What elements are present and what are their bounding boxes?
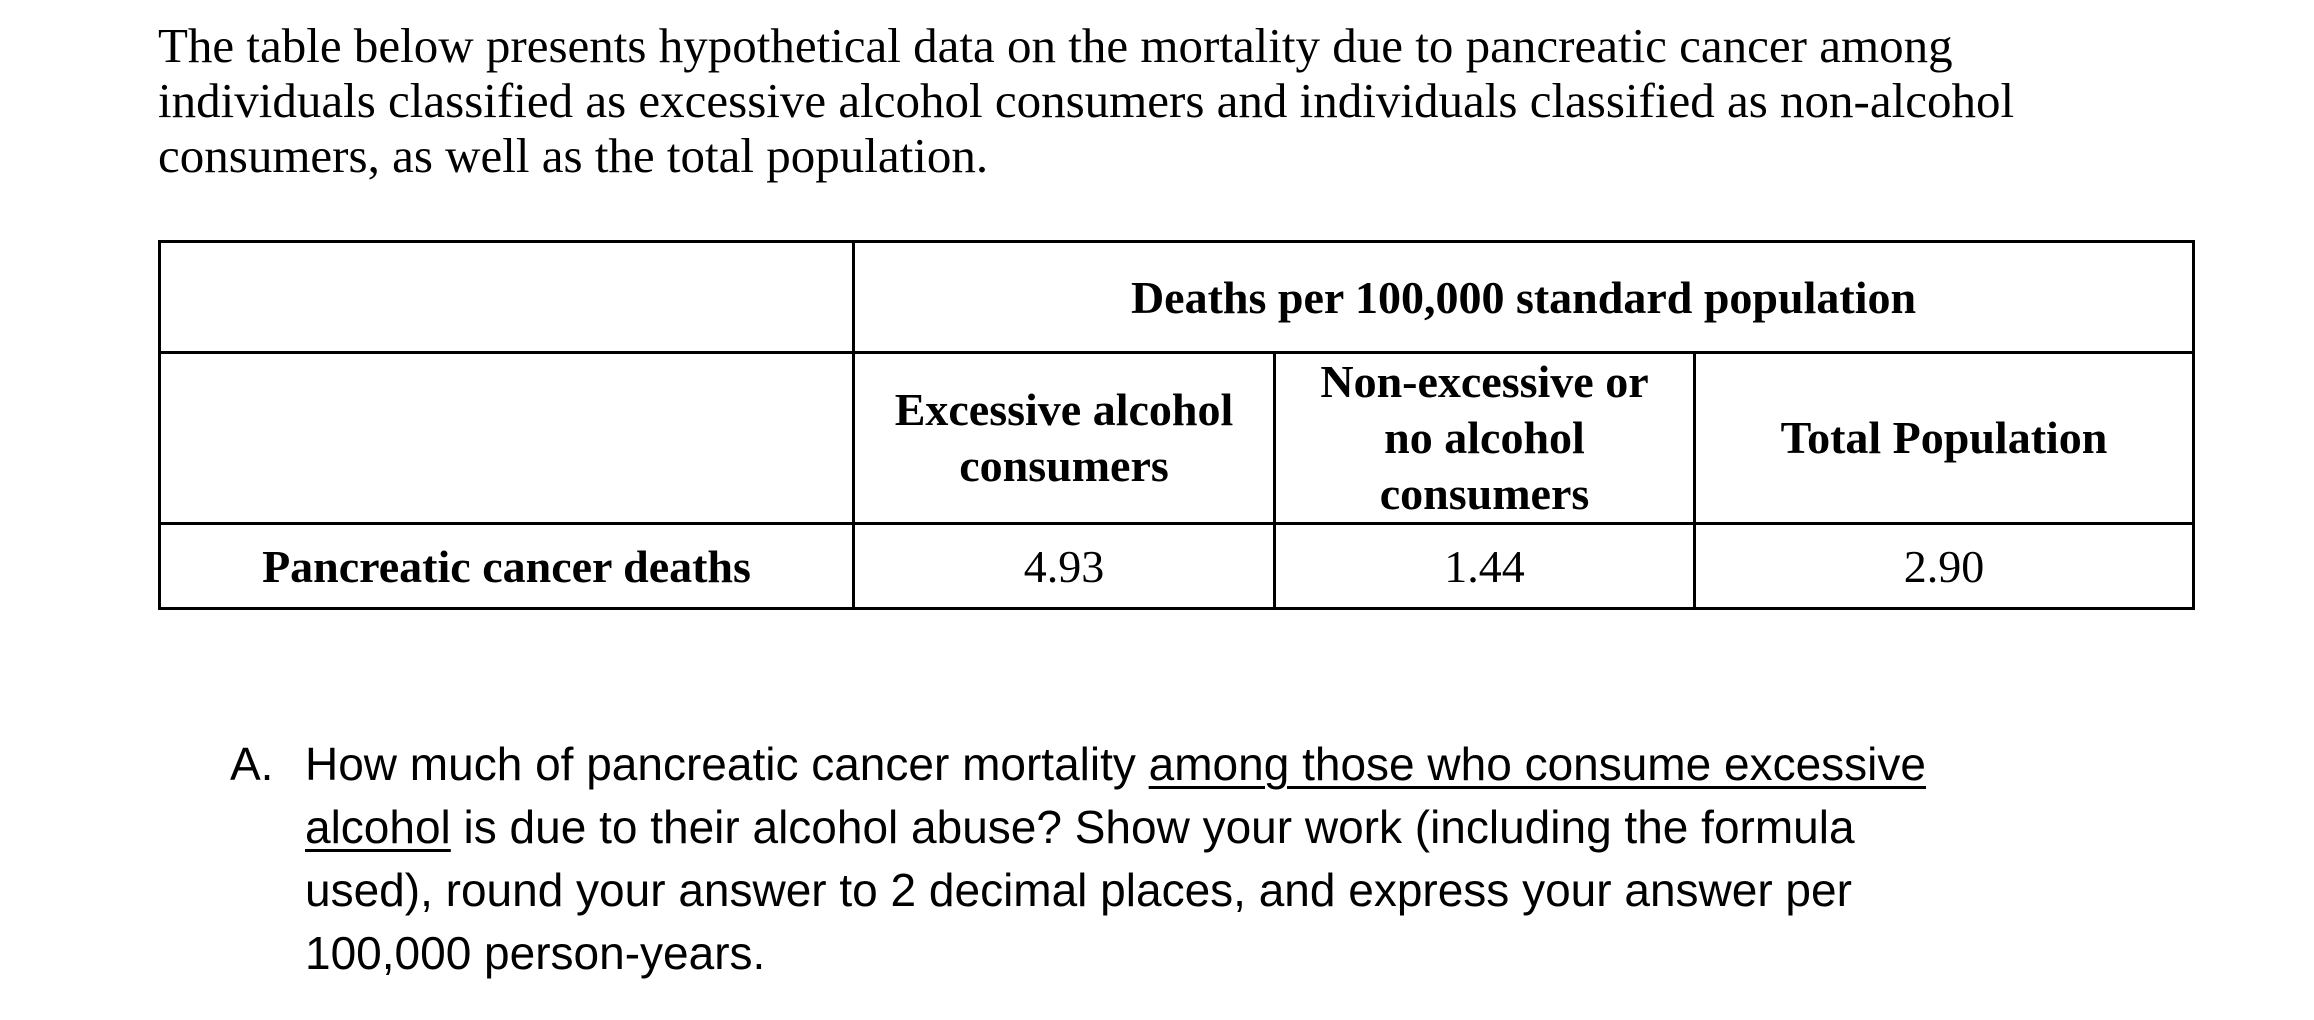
table-subheader-row <box>160 353 2194 524</box>
col-header-non-excessive <box>1275 353 1695 524</box>
table-header-row <box>160 242 2194 353</box>
col-header-line: consumers <box>1379 468 1590 519</box>
question-marker: A. <box>230 738 274 790</box>
question-line-3: used), round your answer to 2 decimal places, and express your answer per <box>305 864 1852 916</box>
row-label: Pancreatic cancer deaths <box>160 524 854 609</box>
question-body <box>305 733 2105 985</box>
col-header-line: Non-excessive or <box>1320 356 1649 407</box>
underlined-text: alcohol <box>305 801 451 853</box>
question-line-2 <box>305 796 2105 859</box>
col-header-line: Total Population <box>1780 412 2108 463</box>
intro-paragraph <box>158 18 2208 183</box>
main-header-cell: Deaths per 100,000 standard population <box>854 242 2194 353</box>
question-text: How much of pancreatic cancer mortality <box>305 738 1149 790</box>
intro-line-2: individuals classified as excessive alcohol consumers and individuals classified as non-alcohol <box>158 73 2015 128</box>
col-header-line: no alcohol <box>1384 412 1585 463</box>
cell-total: 2.90 <box>1695 524 2194 609</box>
col-header-total <box>1695 353 2194 524</box>
underlined-text: among those who consume excessive <box>1148 738 1926 790</box>
cell-excessive: 4.93 <box>854 524 1275 609</box>
intro-line-1: The table below presents hypothetical data on the mortality due to pancreatic cancer among <box>158 18 1953 73</box>
question-line-1 <box>305 733 2105 796</box>
mortality-table <box>158 240 2195 610</box>
intro-line-3: consumers, as well as the total population. <box>158 128 989 183</box>
empty-label-cell <box>160 353 854 524</box>
table-row <box>160 524 2194 609</box>
question-text: is due to their alcohol abuse? Show your work (including the formula <box>450 801 1855 853</box>
col-header-excessive <box>854 353 1275 524</box>
cell-non-excessive: 1.44 <box>1275 524 1695 609</box>
col-header-line: consumers <box>959 440 1169 491</box>
empty-corner-cell <box>160 242 854 353</box>
col-header-line: Excessive alcohol <box>894 384 1234 435</box>
question-line-4: 100,000 person-years. <box>305 927 766 979</box>
